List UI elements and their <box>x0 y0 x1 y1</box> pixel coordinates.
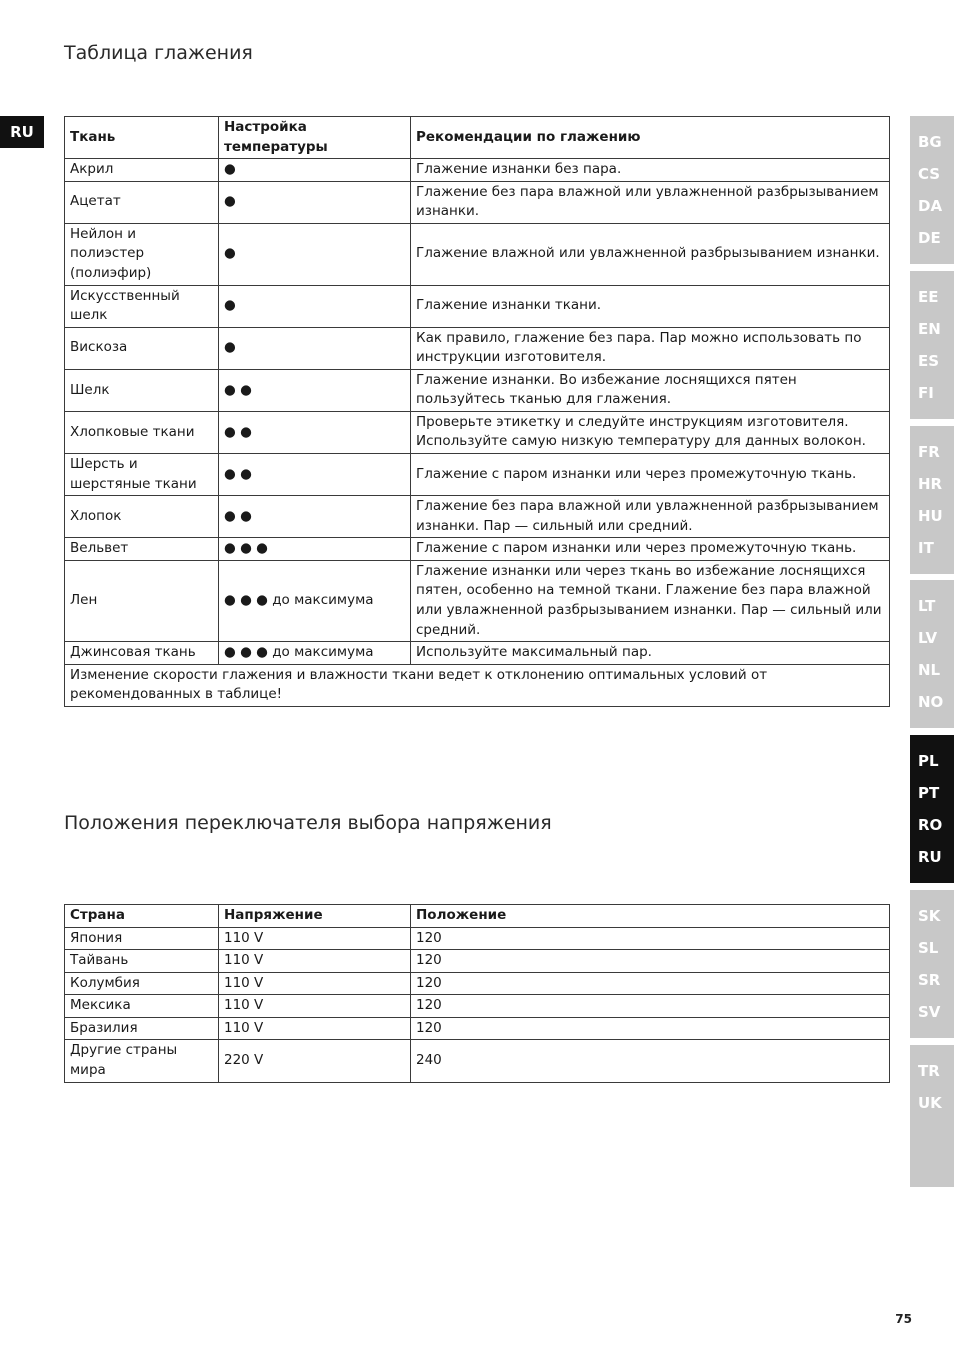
column-header: Рекомендации по глажению <box>411 117 890 159</box>
footnote-row <box>65 664 890 706</box>
position-cell: 120 <box>411 972 890 995</box>
table-row <box>65 642 890 665</box>
page-number: 75 <box>895 1312 912 1326</box>
recommendation-cell: Глажение изнанки без пара. <box>411 159 890 182</box>
language-group <box>910 116 954 264</box>
fabric-cell: Вельвет <box>65 538 219 561</box>
column-header: Ткань <box>65 117 219 159</box>
language-code-bg: BG <box>918 133 942 151</box>
language-group <box>910 735 954 883</box>
table-row <box>65 972 890 995</box>
language-code-pt: PT <box>918 784 940 802</box>
language-group <box>910 1045 954 1187</box>
fabric-cell: Джинсовая ткань <box>65 642 219 665</box>
fabric-cell: Акрил <box>65 159 219 182</box>
country-cell: Мексика <box>65 995 219 1018</box>
temperature-cell: ● <box>219 159 411 182</box>
table-row <box>65 327 890 369</box>
table-row <box>65 369 890 411</box>
fabric-cell: Вискоза <box>65 327 219 369</box>
language-code-lt: LT <box>918 597 936 615</box>
voltage-cell: 110 V <box>219 950 411 973</box>
temperature-cell: ● <box>219 223 411 285</box>
language-code-hu: HU <box>918 507 943 525</box>
temperature-cell: ● ● ● <box>219 538 411 561</box>
language-code-es: ES <box>918 352 940 370</box>
language-group <box>910 580 954 728</box>
recommendation-cell: Как правило, глажение без пара. Пар можно использовать по инструкции изготовителя. <box>411 327 890 369</box>
table-row <box>65 181 890 223</box>
language-code-pl: PL <box>918 752 939 770</box>
fabric-cell: Хлопок <box>65 496 219 538</box>
table-row <box>65 159 890 182</box>
language-code-no: NO <box>918 693 944 711</box>
language-code-nl: NL <box>918 661 941 679</box>
language-code-cs: CS <box>918 165 941 183</box>
voltage-cell: 110 V <box>219 927 411 950</box>
language-code-it: IT <box>918 539 934 557</box>
temperature-cell: ● ● ● до максимума <box>219 642 411 665</box>
fabric-cell: Шерсть и шерстяные ткани <box>65 454 219 496</box>
language-code-ru: RU <box>918 848 942 866</box>
language-code-sk: SK <box>918 907 941 925</box>
recommendation-cell: Глажение без пара влажной или увлажненной разбрызыванием изнанки. Пар — сильный или средний. <box>411 496 890 538</box>
fabric-cell: Нейлон и полиэстер (полиэфир) <box>65 223 219 285</box>
temperature-cell: ● ● ● до максимума <box>219 560 411 641</box>
language-code-uk: UK <box>918 1094 942 1112</box>
table-row <box>65 927 890 950</box>
column-header: Настройка температуры <box>219 117 411 159</box>
fabric-cell: Искусственный шелк <box>65 285 219 327</box>
language-code-tr: TR <box>918 1062 940 1080</box>
column-header: Положение <box>411 905 890 928</box>
language-tag: RU <box>0 116 44 148</box>
table-row <box>65 560 890 641</box>
section-title-ironing: Таблица глажения <box>64 42 253 64</box>
temperature-cell: ● ● <box>219 496 411 538</box>
language-code-ee: EE <box>918 288 939 306</box>
position-cell: 120 <box>411 950 890 973</box>
language-code-en: EN <box>918 320 941 338</box>
recommendation-cell: Используйте максимальный пар. <box>411 642 890 665</box>
country-cell: Япония <box>65 927 219 950</box>
voltage-cell: 220 V <box>219 1040 411 1082</box>
temperature-cell: ● <box>219 181 411 223</box>
table-row <box>65 285 890 327</box>
table-row <box>65 411 890 453</box>
language-code-hr: HR <box>918 475 943 493</box>
language-code-de: DE <box>918 229 941 247</box>
table-header-row <box>65 117 890 159</box>
table-row <box>65 538 890 561</box>
fabric-cell: Хлопковые ткани <box>65 411 219 453</box>
recommendation-cell: Глажение изнанки. Во избежание лоснящихся пятен пользуйтесь тканью для глажения. <box>411 369 890 411</box>
column-header: Страна <box>65 905 219 928</box>
language-code-da: DA <box>918 197 943 215</box>
language-code-sr: SR <box>918 971 941 989</box>
position-cell: 120 <box>411 927 890 950</box>
section-title-voltage: Положения переключателя выбора напряжения <box>64 812 552 834</box>
table-row <box>65 995 890 1018</box>
language-code-ro: RO <box>918 816 943 834</box>
temperature-cell: ● <box>219 327 411 369</box>
language-code-fr: FR <box>918 443 940 461</box>
recommendation-cell: Глажение с паром изнанки или через промежуточную ткань. <box>411 538 890 561</box>
language-code-sv: SV <box>918 1003 941 1021</box>
country-cell: Другие страны мира <box>65 1040 219 1082</box>
language-code-sl: SL <box>918 939 939 957</box>
fabric-cell: Ацетат <box>65 181 219 223</box>
country-cell: Колумбия <box>65 972 219 995</box>
table-row <box>65 950 890 973</box>
temperature-cell: ● <box>219 285 411 327</box>
temperature-cell: ● ● <box>219 411 411 453</box>
table-row <box>65 223 890 285</box>
language-group <box>910 890 954 1038</box>
fabric-cell: Лен <box>65 560 219 641</box>
language-code-fi: FI <box>918 384 934 402</box>
position-cell: 120 <box>411 995 890 1018</box>
language-group <box>910 426 954 574</box>
recommendation-cell: Глажение без пара влажной или увлажненной разбрызыванием изнанки. <box>411 181 890 223</box>
table-row <box>65 454 890 496</box>
country-cell: Тайвань <box>65 950 219 973</box>
temperature-cell: ● ● <box>219 454 411 496</box>
voltage-table <box>64 904 890 1083</box>
table-row <box>65 496 890 538</box>
voltage-cell: 110 V <box>219 1017 411 1040</box>
position-cell: 120 <box>411 1017 890 1040</box>
table-row <box>65 1040 890 1082</box>
recommendation-cell: Глажение влажной или увлажненной разбрызыванием изнанки. <box>411 223 890 285</box>
ironing-table <box>64 116 890 707</box>
recommendation-cell: Глажение изнанки ткани. <box>411 285 890 327</box>
table-header-row <box>65 905 890 928</box>
position-cell: 240 <box>411 1040 890 1082</box>
language-code-lv: LV <box>918 629 938 647</box>
voltage-cell: 110 V <box>219 995 411 1018</box>
recommendation-cell: Проверьте этикетку и следуйте инструкциям изготовителя. Используйте самую низкую температуру для данных волокон. <box>411 411 890 453</box>
country-cell: Бразилия <box>65 1017 219 1040</box>
fabric-cell: Шелк <box>65 369 219 411</box>
recommendation-cell: Глажение изнанки или через ткань во избежание лоснящихся пятен, особенно на темной ткани. Глажение без пара влажной или увлажненной разбрызыванием изнанки. Пар — сильный или средний. <box>411 560 890 641</box>
column-header: Напряжение <box>219 905 411 928</box>
recommendation-cell: Глажение с паром изнанки или через промежуточную ткань. <box>411 454 890 496</box>
voltage-cell: 110 V <box>219 972 411 995</box>
table-row <box>65 1017 890 1040</box>
table-footnote: Изменение скорости глажения и влажности ткани ведет к отклонению оптимальных условий от рекомендованных в таблице! <box>65 664 890 706</box>
temperature-cell: ● ● <box>219 369 411 411</box>
language-group <box>910 271 954 419</box>
